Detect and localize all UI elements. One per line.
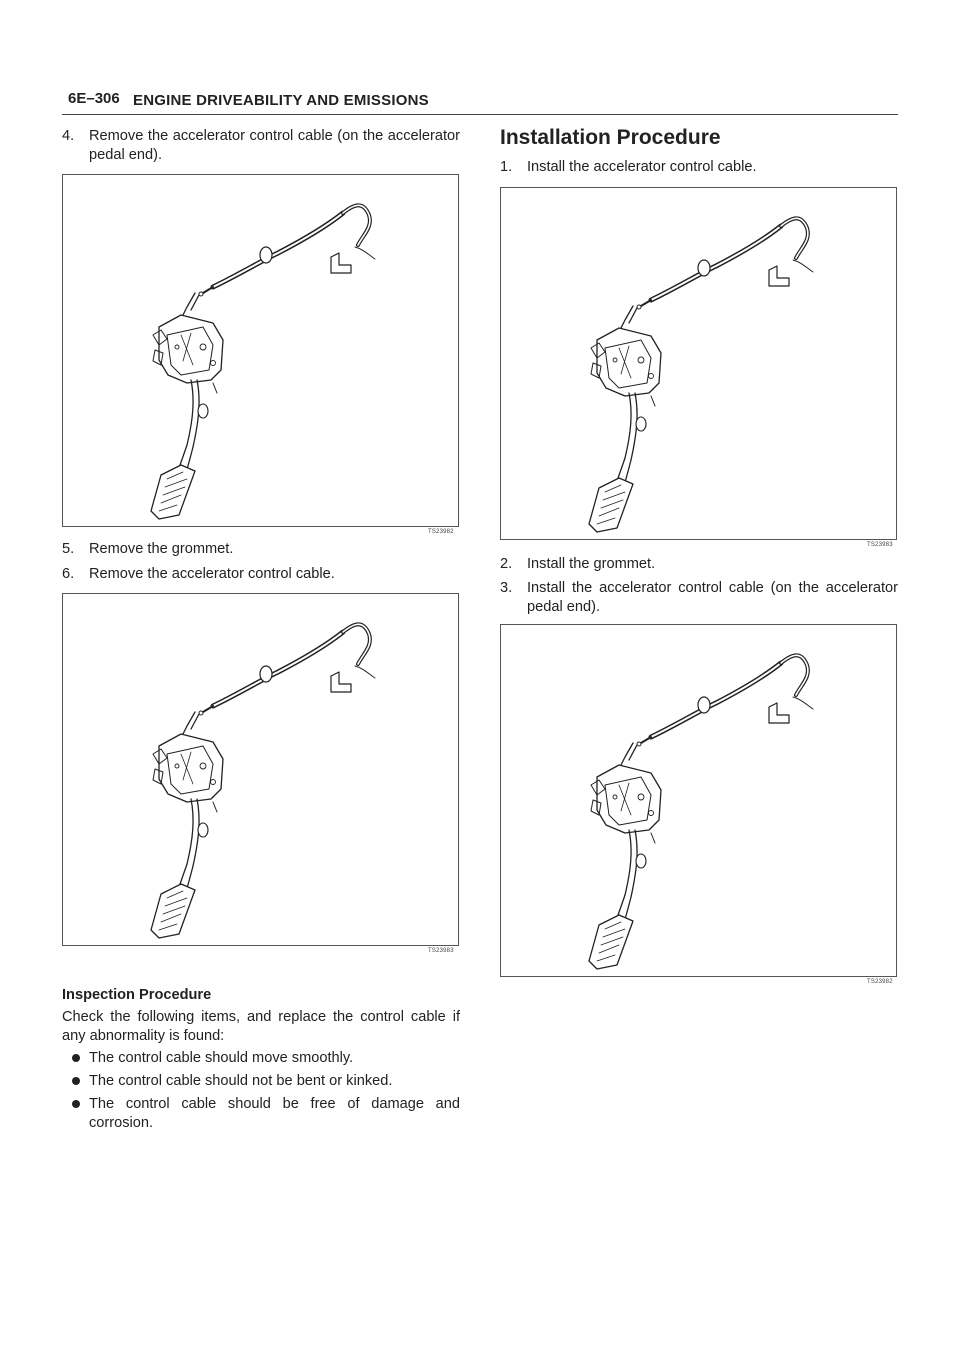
pedal-illustration bbox=[63, 175, 458, 526]
header-rule bbox=[62, 114, 898, 115]
step-text: Install the accelerator control cable (on the accelerator pedal end). bbox=[527, 580, 898, 615]
figure-accelerator-pedal-3 bbox=[500, 187, 897, 540]
bullet-text: The control cable should be free of damage and corrosion. bbox=[89, 1096, 460, 1131]
bullet-icon bbox=[72, 1077, 80, 1085]
figure-accelerator-pedal-1 bbox=[62, 174, 459, 527]
right-step-3 bbox=[500, 579, 898, 617]
pedal-illustration bbox=[63, 594, 458, 945]
figure-accelerator-pedal-4 bbox=[500, 624, 897, 977]
page-header-title: ENGINE DRIVEABILITY AND EMISSIONS bbox=[133, 92, 429, 109]
left-step-4 bbox=[62, 127, 460, 165]
page-number: 6E–306 bbox=[68, 90, 120, 107]
installation-procedure bbox=[500, 125, 898, 177]
pedal-illustration bbox=[501, 188, 896, 539]
step-text: Remove the accelerator control cable (on the accelerator pedal end). bbox=[89, 128, 460, 163]
bullet-text: The control cable should move smoothly. bbox=[89, 1050, 354, 1066]
figure-label: TS23982 bbox=[867, 979, 893, 985]
step-number: 1. bbox=[500, 159, 513, 175]
installation-heading: Installation Procedure bbox=[500, 126, 721, 149]
step-text: Remove the grommet. bbox=[89, 541, 234, 557]
step-number: 5. bbox=[62, 541, 75, 557]
figure-label: TS23983 bbox=[428, 948, 454, 954]
inspection-intro: Check the following items, and replace the control cable if any abnormality is found: bbox=[62, 1009, 460, 1044]
left-step-6 bbox=[62, 565, 460, 584]
step-text: Install the grommet. bbox=[527, 556, 656, 572]
step-text: Remove the accelerator control cable. bbox=[89, 566, 335, 582]
left-step-5 bbox=[62, 540, 460, 559]
inspection-bullet bbox=[62, 1049, 460, 1068]
right-step-2 bbox=[500, 555, 898, 574]
figure-label: TS23983 bbox=[867, 542, 893, 548]
inspection-bullet bbox=[62, 1095, 460, 1133]
step-number: 6. bbox=[62, 566, 75, 582]
step-number: 4. bbox=[62, 128, 75, 144]
inspection-heading: Inspection Procedure bbox=[62, 987, 212, 1003]
step-text: Install the accelerator control cable. bbox=[527, 159, 757, 175]
inspection-procedure bbox=[62, 986, 460, 1133]
bullet-text: The control cable should not be bent or kinked. bbox=[89, 1073, 393, 1089]
pedal-illustration bbox=[501, 625, 896, 976]
step-number: 2. bbox=[500, 556, 513, 572]
right-step-1 bbox=[500, 158, 898, 177]
bullet-icon bbox=[72, 1054, 80, 1062]
inspection-bullet bbox=[62, 1072, 460, 1091]
figure-accelerator-pedal-2 bbox=[62, 593, 459, 946]
figure-label: TS23982 bbox=[428, 529, 454, 535]
step-number: 3. bbox=[500, 580, 513, 596]
bullet-icon bbox=[72, 1100, 80, 1108]
